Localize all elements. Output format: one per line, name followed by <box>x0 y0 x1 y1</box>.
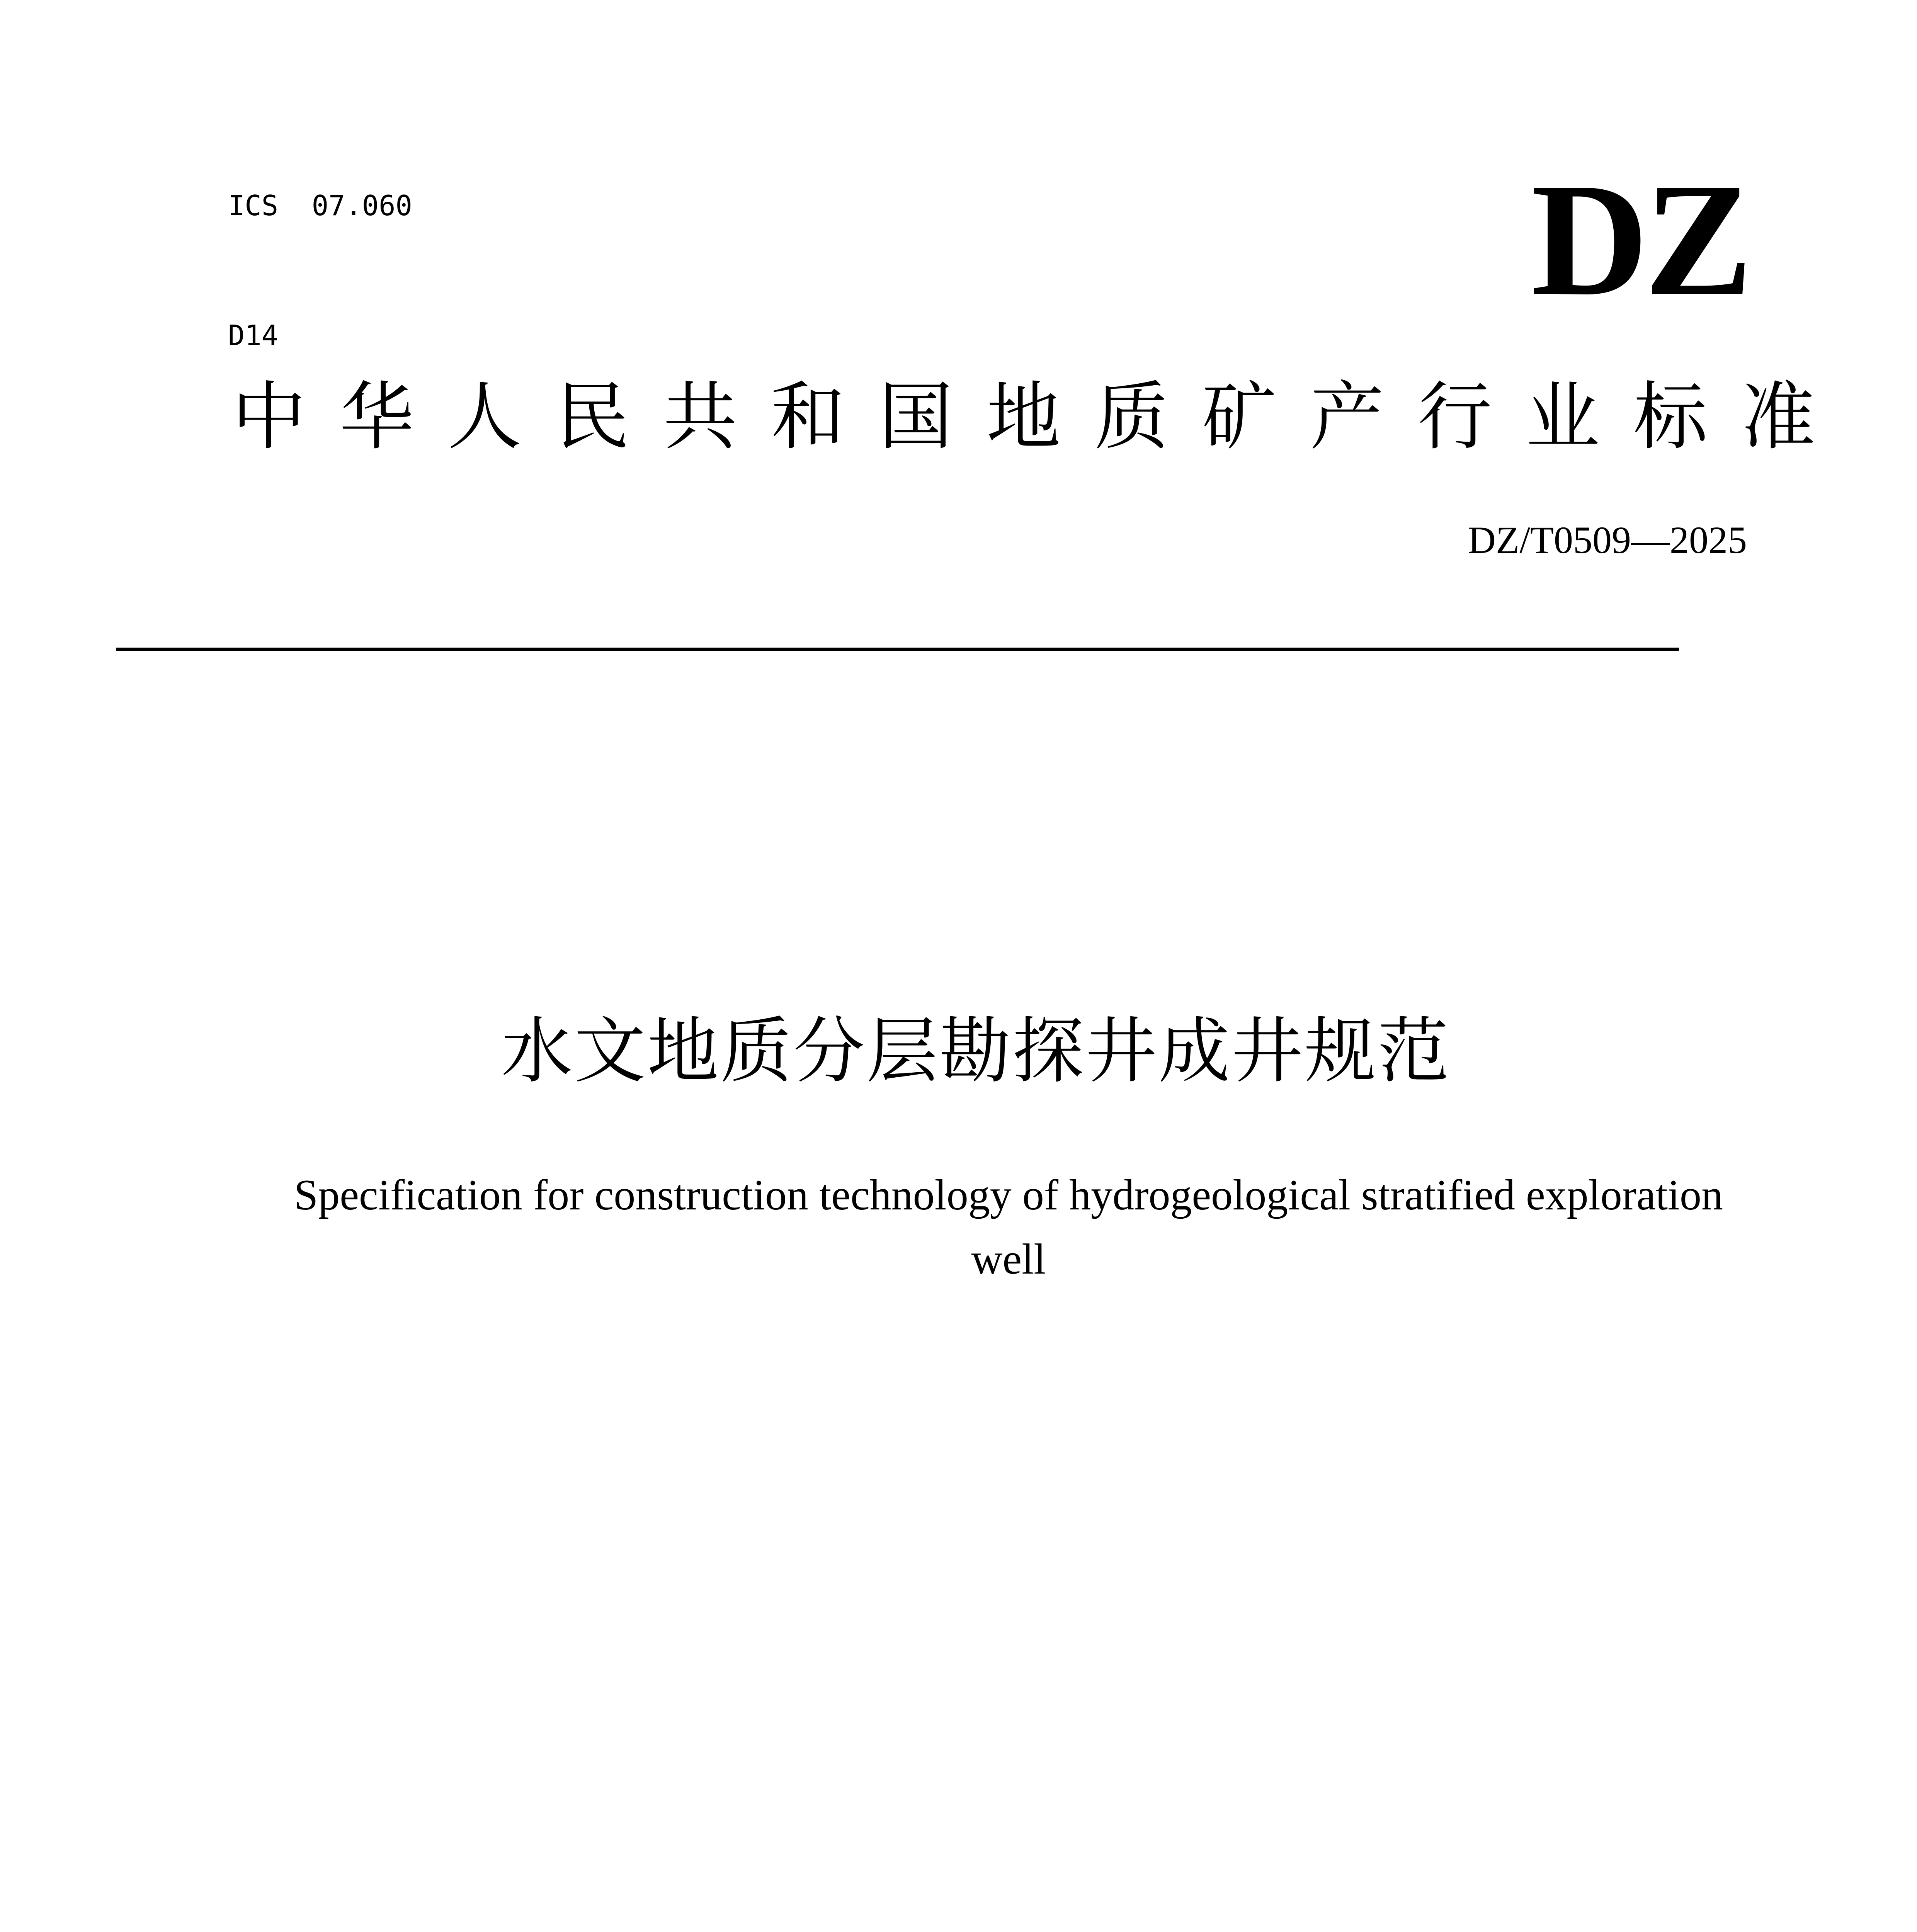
ccs-code: D14 <box>228 319 279 352</box>
ics-code: ICS 07.060 <box>228 189 412 222</box>
classification-codes <box>228 97 412 400</box>
document-title-english: Specification for construction technology of hydrogeological stratified exploration well <box>294 1171 1723 1283</box>
document-title-chinese: 水文地质分层勘探井成井规范 <box>501 1009 1451 1093</box>
top-divider <box>116 648 1679 651</box>
dz-logo: DZ <box>1531 150 1749 329</box>
industry-standard-heading: 中华人民共和国地质矿产行业标准 <box>232 374 1849 460</box>
standard-number: DZ/T0509—2025 <box>1468 519 1747 561</box>
